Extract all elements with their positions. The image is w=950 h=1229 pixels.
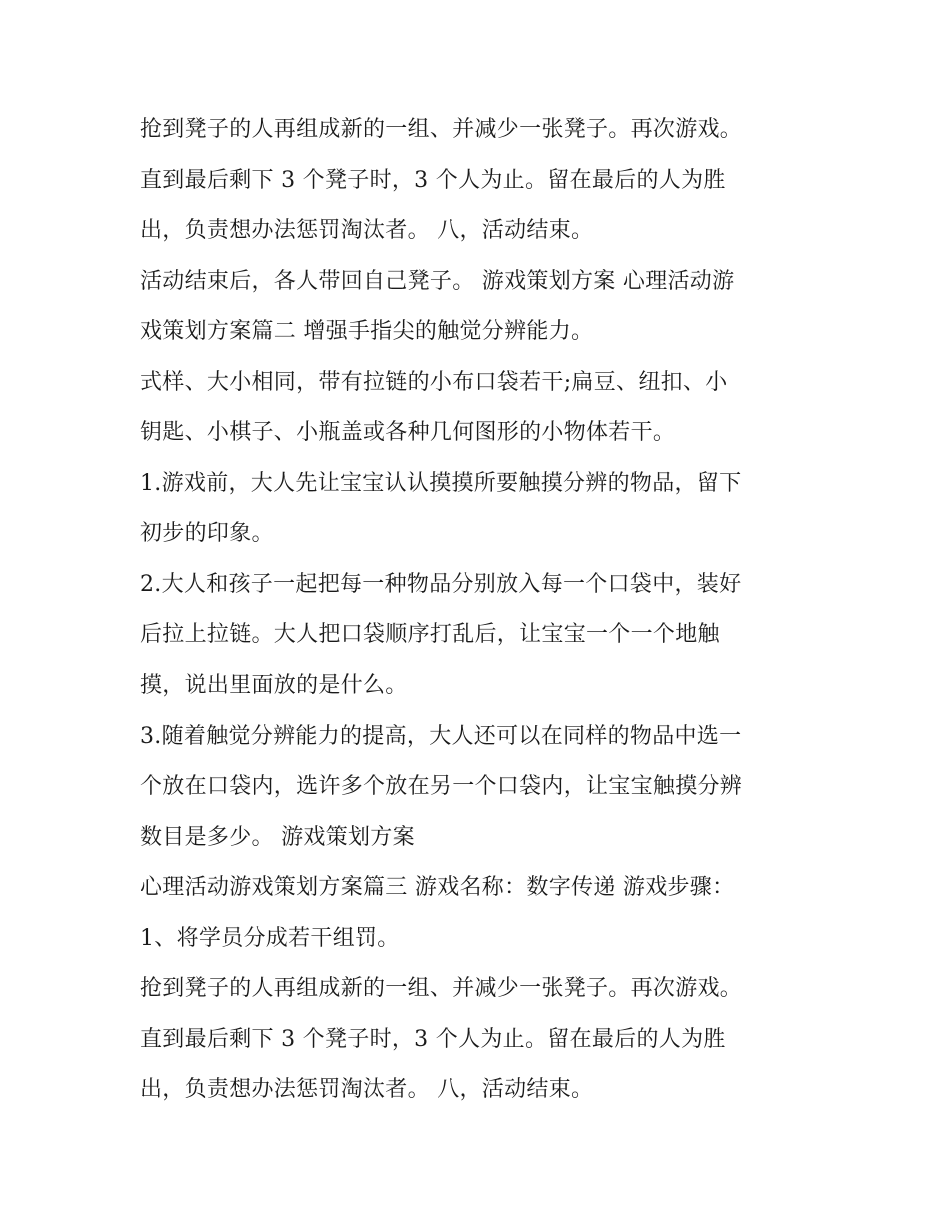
text-line: 2.大人和孩子一起把每一种物品分别放入每一个口袋中，装好: [140, 572, 742, 597]
text-line: 摸，说出里面放的是什么。: [140, 673, 408, 698]
text-line: 数目是多少。 游戏策划方案: [140, 825, 415, 850]
text-line: 抢到凳子的人再组成新的一组、并减少一张凳子。再次游戏。: [140, 117, 743, 142]
text-line: 直到最后剩下 3 个凳子时，3 个人为止。留在最后的人为胜: [140, 1027, 726, 1052]
text-line: 抢到凳子的人再组成新的一组、并减少一张凳子。再次游戏。: [140, 976, 743, 1001]
text-line: 出，负责想办法惩罚淘汰者。 八，活动结束。: [140, 218, 594, 243]
text-line: 1、将学员分成若干组罚。: [140, 926, 400, 951]
text-line: 个放在口袋内，选许多个放在另一个口袋内，让宝宝触摸分辨: [140, 774, 743, 799]
text-line: 直到最后剩下 3 个凳子时，3 个人为止。留在最后的人为胜: [140, 168, 726, 193]
text-line: 式样、大小相同，带有拉链的小布口袋若干;扁豆、纽扣、小: [140, 370, 728, 395]
text-line: 活动结束后，各人带回自己凳子。 游戏策划方案 心理活动游: [140, 269, 735, 294]
text-line: 后拉上拉链。大人把口袋顺序打乱后，让宝宝一个一个地触: [140, 622, 720, 647]
text-line: 钥匙、小棋子、小瓶盖或各种几何图形的小物体若干。: [140, 420, 676, 445]
text-line: 1.游戏前，大人先让宝宝认认摸摸所要触摸分辨的物品，留下: [140, 471, 742, 496]
text-line: 心理活动游戏策划方案篇三 游戏名称：数字传递 游戏步骤：: [140, 875, 735, 900]
text-line: 戏策划方案篇二 增强手指尖的触觉分辨能力。: [140, 319, 594, 344]
text-line: 3.随着触觉分辨能力的提高，大人还可以在同样的物品中选一: [140, 724, 742, 749]
text-line: 出，负责想办法惩罚淘汰者。 八，活动结束。: [140, 1077, 594, 1102]
text-line: 初步的印象。: [140, 521, 274, 546]
